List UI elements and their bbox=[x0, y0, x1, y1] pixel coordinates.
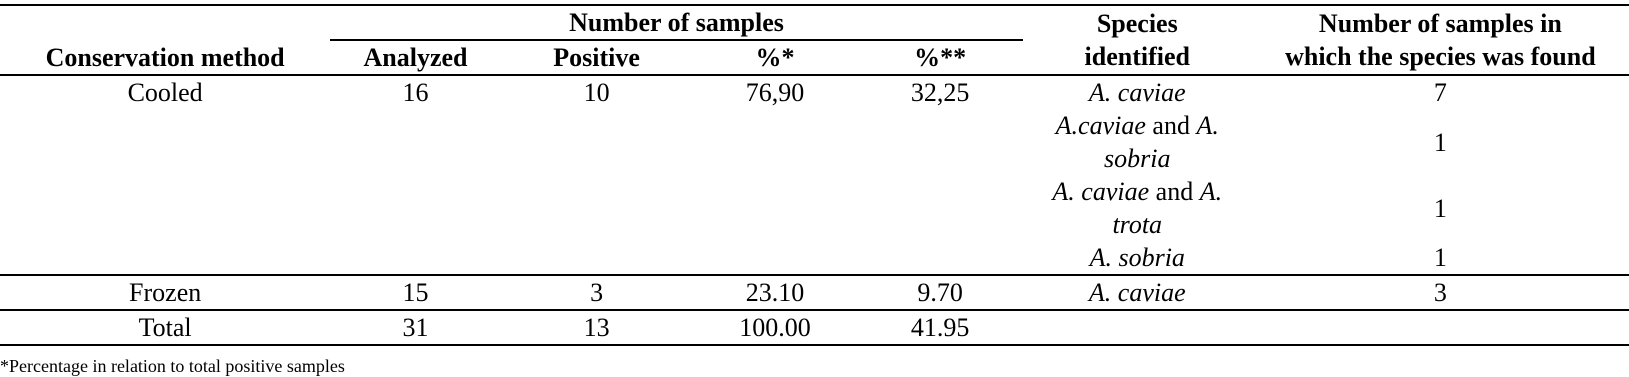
cell-species bbox=[1023, 175, 1252, 241]
cell-positive: 10 bbox=[583, 78, 610, 107]
cell-analyzed: 16 bbox=[402, 78, 429, 107]
header-positive: Positive bbox=[501, 40, 693, 75]
species-name: trota bbox=[1112, 210, 1163, 239]
total-row bbox=[0, 310, 1629, 345]
species-name: A. caviae bbox=[1088, 78, 1186, 107]
species-conjunction: and bbox=[1145, 111, 1197, 140]
header-found-line2: which the species was found bbox=[1285, 42, 1596, 71]
total-species-empty bbox=[1023, 310, 1252, 345]
total-pct1: 100.00 bbox=[692, 310, 857, 345]
cell-analyzed: 15 bbox=[330, 275, 500, 310]
total-analyzed: 31 bbox=[330, 310, 500, 345]
header-species-line1: Species bbox=[1096, 9, 1178, 38]
total-pct2: 41.95 bbox=[858, 310, 1023, 345]
cell-pct2: 32,25 bbox=[910, 78, 970, 107]
results-table-wrapper bbox=[0, 4, 1629, 346]
header-species-line2: identified bbox=[1084, 42, 1190, 71]
header-found-line1: Number of samples in bbox=[1318, 9, 1562, 38]
cell-species-count: 1 bbox=[1433, 193, 1447, 223]
total-label: Total bbox=[0, 310, 330, 345]
table-row bbox=[0, 75, 1629, 109]
header-conservation-method: Conservation method bbox=[0, 40, 330, 75]
cell-species-count: 3 bbox=[1252, 275, 1629, 310]
species-name: A. caviae bbox=[1052, 177, 1150, 206]
total-positive: 13 bbox=[501, 310, 693, 345]
header-samples-found bbox=[1252, 5, 1629, 75]
cell-pct1: 76,90 bbox=[745, 78, 805, 107]
header-spacer bbox=[0, 5, 330, 40]
species-name: A. caviae bbox=[1088, 278, 1186, 307]
header-number-of-samples: Number of samples bbox=[330, 5, 1022, 40]
cell-positive: 3 bbox=[501, 275, 693, 310]
footnote: *Percentage in relation to total positive samples bbox=[0, 356, 345, 376]
species-conjunction: and bbox=[1149, 177, 1200, 206]
cell-species bbox=[1023, 109, 1252, 175]
header-species-identified bbox=[1023, 5, 1252, 75]
cell-species-count: 1 bbox=[1433, 127, 1447, 157]
header-analyzed: Analyzed bbox=[330, 40, 500, 75]
cell-pct1: 23.10 bbox=[692, 275, 857, 310]
table-row bbox=[0, 275, 1629, 310]
cell-species-count: 1 bbox=[1433, 243, 1447, 272]
species-name: A.caviae bbox=[1055, 111, 1146, 140]
cell-species bbox=[1023, 75, 1252, 109]
cell-species bbox=[1023, 241, 1252, 275]
species-name: sobria bbox=[1104, 144, 1171, 173]
total-count-empty bbox=[1252, 310, 1629, 345]
cell-species bbox=[1023, 275, 1252, 310]
results-table bbox=[0, 4, 1629, 346]
table-body bbox=[0, 75, 1629, 345]
cell-method: Cooled bbox=[127, 78, 203, 107]
cell-species-count: 7 bbox=[1433, 78, 1447, 107]
species-name: A. sobria bbox=[1089, 243, 1185, 272]
header-pct2: %** bbox=[858, 40, 1023, 75]
cell-method: Frozen bbox=[0, 275, 330, 310]
header-pct1: %* bbox=[692, 40, 857, 75]
species-name: A. bbox=[1196, 111, 1219, 140]
species-name: A. bbox=[1199, 177, 1223, 206]
cell-pct2: 9.70 bbox=[858, 275, 1023, 310]
